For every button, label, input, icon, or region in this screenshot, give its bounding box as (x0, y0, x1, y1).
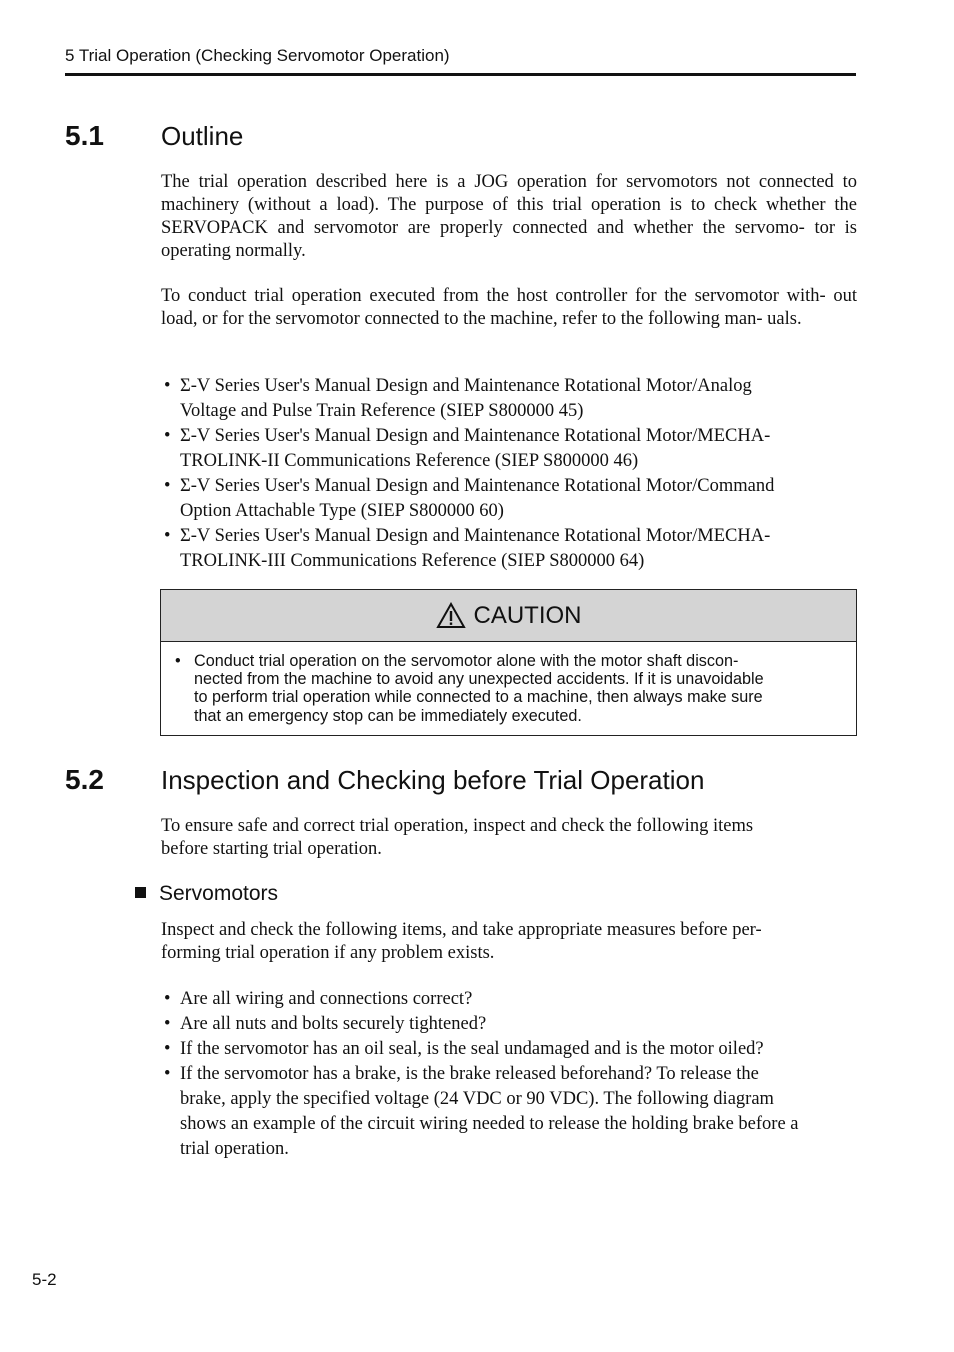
list-item: • Σ-V Series User's Manual Design and Maintenance Rotational Motor/MECHA- TROLINK-II Communications Reference (SIEP S800000 46) (164, 426, 771, 471)
section-title: Outline (161, 121, 244, 151)
page-number: 5-2 (32, 1270, 57, 1289)
checklist (161, 987, 861, 1162)
list-item: • Σ-V Series User's Manual Design and Maintenance Rotational Motor/Analog Voltage and Pulse Train Reference (SIEP S800000 45) (164, 376, 752, 421)
section-number: 5.2 (65, 764, 104, 795)
list-item: • Σ-V Series User's Manual Design and Maintenance Rotational Motor/Command Option Attachable Type (SIEP S800000 60) (164, 476, 775, 521)
caution-body: • Conduct trial operation on the servomotor alone with the motor shaft discon- nected from the machine to avoid any unexpected accidents. If it is unavoidable to perform trial operation while connected to a machine, then always make sure that an emergency stop can be immediately executed. (161, 642, 856, 725)
list-item: • Are all wiring and connections correct? (164, 989, 473, 1009)
header-rule (65, 73, 856, 76)
subheading-servomotors: Servomotors (135, 882, 278, 906)
caution-line: to perform trial operation while connected to a machine, then always make sure (194, 688, 763, 707)
caution-header (161, 590, 856, 642)
section-title: Inspection and Checking before Trial Operation (161, 765, 705, 795)
servomotor-intro-paragraph: Inspect and check the following items, and take appropriate measures before per- forming trial operation if any problem exists. (161, 920, 762, 963)
inspection-intro-paragraph: To ensure safe and correct trial operation, inspect and check the following items before starting trial operation. (161, 816, 754, 859)
list-item: • Σ-V Series User's Manual Design and Maintenance Rotational Motor/MECHA- TROLINK-III Communications Reference (SIEP S800000 64) (164, 526, 771, 571)
caution-title: CAUTION (473, 602, 582, 629)
caution-box (160, 589, 857, 736)
caution-line: Conduct trial operation on the servomotor alone with the motor shaft discon- (194, 652, 739, 670)
list-item: • If the servomotor has an oil seal, is the seal undamaged and is the motor oiled? (164, 1039, 764, 1059)
running-header: 5 Trial Operation (Checking Servomotor Operation) (65, 46, 450, 65)
outline-paragraph: The trial operation described here is a JOG operation for servomotors not connected to machinery (without a load). The purpose of this trial operation is to check whether the SERVOPACK and servomotor are properly connected and whether the servomo- tor is operating normally. (161, 172, 857, 261)
list-item: • Are all nuts and bolts securely tightened? (164, 1014, 487, 1034)
manuals-list (161, 374, 861, 574)
manuals-intro-paragraph: To conduct trial operation executed from the host controller for the servomotor with- out load, or for the servomotor connected to the machine, refer to the following man- uals. (161, 286, 857, 329)
warning-triangle-icon (436, 602, 466, 629)
caution-line: that an emergency stop can be immediately executed. (194, 706, 582, 725)
section-number: 5.1 (65, 120, 104, 151)
caution-line: nected from the machine to avoid any unexpected accidents. If it is unavoidable (194, 670, 764, 689)
list-item: • If the servomotor has a brake, is the brake released beforehand? To release the brake, apply the specified voltage (24 VDC or 90 VDC). The following diagram shows an example of the circuit wiring needed to release the holding brake before a trial operation. (164, 1064, 799, 1159)
square-bullet-icon (135, 887, 146, 898)
